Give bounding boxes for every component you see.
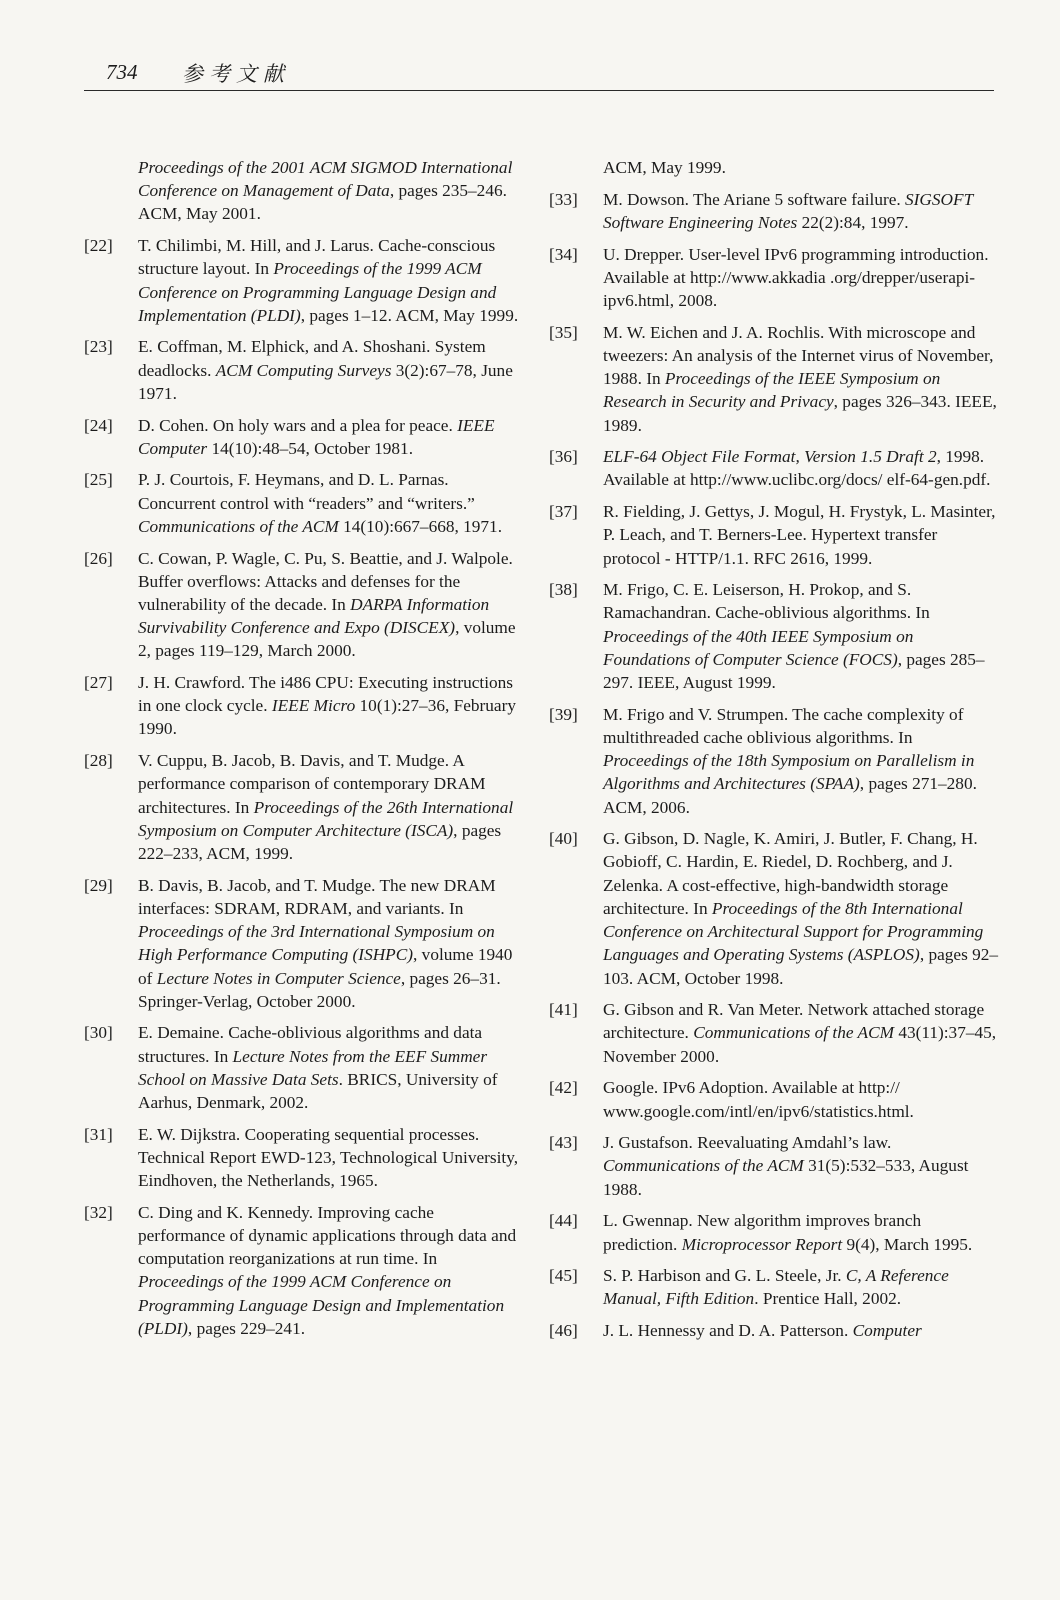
citation-text: 9(4), March 1995. (842, 1234, 973, 1254)
citation-title: Communications of the ACM (138, 516, 339, 536)
citation-title: Communications of the ACM (603, 1156, 804, 1176)
citation-text: T. Chilimbi, M. Hill, and J. Larus. Cache-conscious structure layout. In (138, 236, 496, 279)
citation-text: E. W. Dijkstra. Cooperating sequential processes. Technical Report EWD-123, Technological University, Eindhoven, the Netherlands, 1965. (138, 1124, 519, 1191)
reference-entry (84, 1021, 524, 1114)
reference-number: [31] (84, 1124, 113, 1144)
reference-entry (549, 445, 999, 491)
reference-number: [39] (549, 704, 578, 724)
reference-text (138, 547, 524, 663)
citation-text: . BRICS, University of Aarhus, Denmark, 2002. (138, 1069, 498, 1113)
reference-entry (549, 827, 999, 989)
reference-entry (84, 547, 524, 663)
citation-title: Computer (852, 1321, 922, 1341)
citation-text: J. H. Crawford. The i486 CPU: Executing instructions in one clock cycle. (138, 673, 514, 716)
reference-entry (549, 1264, 999, 1310)
reference-list (549, 188, 999, 1343)
reference-text (603, 1131, 999, 1201)
citation-text: G. Gibson and R. Van Meter. Network attached storage architecture. (603, 1000, 985, 1043)
reference-text (603, 578, 999, 694)
citation-text: E. Demaine. Cache-oblivious algorithms and data structures. In (138, 1023, 483, 1066)
citation-text: 14(10):48–54, October 1981. (207, 438, 414, 458)
citation-title: Proceedings of the 1999 ACM Conference on Programming Language Design and Implementation (PLDI) (138, 259, 497, 325)
citation-text: B. Davis, B. Jacob, and T. Mudge. The new DRAM interfaces: SDRAM, RDRAM, and variants. In (138, 875, 496, 918)
citation-title: Proceedings of the 18th Symposium on Parallelism in Algorithms and Architectures (SPAA) (603, 751, 975, 794)
reference-text (603, 1076, 999, 1122)
citation-text: D. Cohen. On holy wars and a plea for peace. (138, 415, 458, 435)
reference-entry (549, 1076, 999, 1122)
citation-text: , pages 326–343. IEEE, 1989. (603, 392, 997, 435)
reference-number: [23] (84, 337, 113, 357)
citation-title: ACM Computing Surveys (215, 360, 392, 380)
reference-text (138, 335, 524, 405)
reference-number: [22] (84, 236, 113, 256)
citation-text: 3(2):67–78, June 1971. (138, 360, 513, 403)
citation-text: , pages 271–280. ACM, 2006. (603, 774, 977, 817)
citation-text: G. Gibson, D. Nagle, K. Amiri, J. Butler, F. Chang, H. Gobioff, C. Hardin, E. Riedel, D. Rochberg, and J. Zelenka. A cost-effective, high-bandwidth storage architecture. In (603, 829, 978, 918)
reference-number: [41] (549, 1000, 578, 1020)
reference-entry (84, 874, 524, 1013)
reference-text (138, 749, 524, 865)
reference-text (138, 414, 524, 460)
citation-title: ELF-64 Object File Format, Version 1.5 Draft 2 (603, 447, 937, 467)
citation-text: ACM, May 1999. (603, 158, 726, 177)
reference-entry (549, 188, 999, 234)
citation-text: , pages 222–233, ACM, 1999. (138, 820, 502, 863)
citation-text: , pages 285–297. IEEE, August 1999. (603, 649, 985, 693)
citation-title: Proceedings of the 3rd International Symposium on High Performance Computing (ISHPC) (138, 922, 495, 965)
citation-text: , volume 1940 of (138, 945, 513, 988)
reference-entry (84, 234, 524, 327)
page-header (84, 52, 994, 91)
reference-text (138, 1201, 524, 1340)
reference-entry (549, 321, 999, 437)
reference-number: [33] (549, 189, 578, 209)
right-column (549, 156, 999, 1351)
reference-entry (549, 500, 999, 570)
reference-entry (549, 1209, 999, 1255)
reference-number: [45] (549, 1266, 578, 1286)
reference-text (138, 468, 524, 538)
reference-entry (549, 998, 999, 1068)
citation-title: Lecture Notes in Computer Science (156, 968, 401, 988)
reference-entry (84, 335, 524, 405)
citation-text: V. Cuppu, B. Jacob, B. Davis, and T. Mudge. A performance comparison of contemporary DRAM architectures. In (138, 751, 486, 817)
reference-text (138, 234, 524, 327)
reference-entry (549, 578, 999, 694)
reference-text (603, 998, 999, 1068)
citation-text: J. Gustafson. Reevaluating Amdahl’s law. (603, 1133, 892, 1153)
reference-number: [28] (84, 751, 113, 771)
reference-number: [32] (84, 1202, 113, 1222)
reference-text (603, 445, 999, 491)
citation-text: C. Ding and K. Kennedy. Improving cache performance of dynamic applications through data and computation reorganizations at run time. In (138, 1202, 517, 1269)
reference-text (603, 500, 999, 570)
reference-number: [29] (84, 875, 113, 895)
citation-text: . Prentice Hall, 2002. (754, 1289, 902, 1309)
reference-entry (84, 671, 524, 741)
citation-title: IEEE Micro (271, 696, 356, 716)
reference-continuation (549, 156, 999, 179)
reference-text (603, 1209, 999, 1255)
reference-list (84, 234, 524, 1340)
citation-text: M. Frigo, C. E. Leiserson, H. Prokop, and S. Ramachandran. Cache-oblivious algorithms. In (603, 580, 930, 623)
citation-title: Proceedings of the IEEE Symposium on Research in Security and Privacy (603, 369, 941, 412)
citation-text: Google. IPv6 Adoption. Available at http:// www.google.com/intl/en/ipv6/statistics.html. (603, 1078, 914, 1121)
citation-text: L. Gwennap. New algorithm improves branch prediction. (603, 1211, 922, 1254)
reference-number: [43] (549, 1133, 578, 1153)
reference-number: [40] (549, 829, 578, 849)
reference-number: [25] (84, 470, 113, 490)
citation-title: Proceedings of the 40th IEEE Symposium on Foundations of Computer Science (FOCS) (603, 626, 914, 669)
reference-number: [44] (549, 1211, 578, 1231)
reference-number: [42] (549, 1078, 578, 1098)
citation-title: Proceedings of the 1999 ACM Conference on Programming Language Design and Implementation (PLDI) (138, 1272, 505, 1338)
left-column (84, 156, 524, 1349)
reference-entry (84, 1123, 524, 1193)
reference-entry (549, 1319, 999, 1342)
citation-title: SIGSOFT Software Engineering Notes (603, 189, 973, 232)
reference-entry (549, 243, 999, 313)
reference-number: [36] (549, 447, 578, 467)
citation-text: M. Frigo and V. Strumpen. The cache complexity of multithreaded cache oblivious algorithms. In (603, 704, 964, 747)
reference-text (603, 703, 999, 819)
reference-text (603, 243, 999, 313)
citation-text: , pages 229–241. (187, 1318, 306, 1338)
reference-text (603, 1319, 999, 1342)
citation-title: IEEE Computer (138, 415, 495, 458)
citation-title: C, A Reference Manual, Fifth Edition (603, 1266, 949, 1309)
reference-entry (84, 1201, 524, 1340)
reference-number: [37] (549, 502, 578, 522)
reference-number: [24] (84, 415, 113, 435)
running-title: 参考文献 (182, 62, 290, 86)
citation-text: 14(10):667–668, 1971. (338, 516, 503, 536)
citation-text: 31(5):532–533, August 1988. (603, 1156, 969, 1199)
citation-text: , volume 2, pages 119–129, March 2000. (138, 618, 516, 661)
citation-text: , pages 26–31. Springer-Verlag, October 2000. (138, 968, 501, 1011)
reference-entry (549, 1131, 999, 1201)
citation-text: 10(1):27–36, February 1990. (138, 696, 516, 739)
reference-text (138, 1123, 524, 1193)
citation-text: R. Fielding, J. Gettys, J. Mogul, H. Frystyk, L. Masinter, P. Leach, and T. Berners-Lee. Hypertext transfer protocol - HTTP/1.1. RFC 2616, 1999. (603, 502, 996, 568)
reference-text (603, 827, 999, 989)
citation-text: , pages 235–246. ACM, May 2001. (138, 181, 507, 224)
citation-text: S. P. Harbison and G. L. Steele, Jr. (603, 1266, 846, 1286)
page-number: 734 (106, 60, 138, 84)
citation-title: Microprocessor Report (681, 1234, 843, 1254)
reference-text (603, 1264, 999, 1310)
citation-title: Proceedings of the 8th International Conference on Architectural Support for Programming Languages and Operating Systems (ASPLOS) (603, 898, 984, 965)
reference-number: [38] (549, 580, 578, 600)
citation-text: M. Dowson. The Ariane 5 software failure. (603, 189, 906, 209)
citation-title: Lecture Notes from the EEF Summer School on Massive Data Sets (138, 1046, 488, 1089)
citation-text: E. Coffman, M. Elphick, and A. Shoshani. System deadlocks. (138, 337, 486, 380)
reference-continuation (84, 156, 524, 226)
reference-text (138, 874, 524, 1013)
reference-number: [27] (84, 673, 113, 693)
citation-text: J. L. Hennessy and D. A. Patterson. (603, 1321, 853, 1341)
reference-text (138, 1021, 524, 1114)
citation-title: DARPA Information Survivability Conference and Expo (DISCEX) (138, 594, 490, 638)
reference-number: [26] (84, 548, 113, 568)
reference-text (138, 671, 524, 741)
citation-title: Proceedings of the 26th International Symposium on Computer Architecture (ISCA) (138, 797, 514, 840)
citation-title: Communications of the ACM (693, 1023, 894, 1043)
citation-text: M. W. Eichen and J. A. Rochlis. With microscope and tweezers: An analysis of the Internet virus of November, 1988. In (603, 322, 994, 389)
citation-text: U. Drepper. User-level IPv6 programming introduction. Available at http://www.akkadia .org/drepper/userapi-ipv6.html, 2008. (603, 244, 989, 311)
reference-entry (549, 703, 999, 819)
citation-text: 43(11):37–45, November 2000. (603, 1023, 997, 1066)
citation-text: , 1998. Available at http://www.uclibc.org/docs/ elf-64-gen.pdf. (603, 447, 991, 490)
citation-text: , pages 92–103. ACM, October 1998. (603, 945, 999, 988)
reference-text (603, 321, 999, 437)
reference-entry (84, 468, 524, 538)
citation-text: C. Cowan, P. Wagle, C. Pu, S. Beattie, and J. Walpole. Buffer overflows: Attacks and defenses for the vulnerability of the decade. In (138, 548, 513, 614)
citation-title: Proceedings of the 2001 ACM SIGMOD International Conference on Management of Data (138, 158, 513, 201)
reference-number: [35] (549, 322, 578, 342)
reference-number: [30] (84, 1023, 113, 1043)
reference-number: [46] (549, 1321, 578, 1341)
citation-text: 22(2):84, 1997. (797, 212, 909, 232)
citation-text: P. J. Courtois, F. Heymans, and D. L. Parnas. Concurrent control with “readers” and “writers.” (138, 470, 475, 513)
reference-entry (84, 414, 524, 460)
citation-text: , pages 1–12. ACM, May 1999. (300, 305, 519, 325)
reference-entry (84, 749, 524, 865)
reference-number: [34] (549, 244, 578, 264)
reference-text (603, 188, 999, 234)
